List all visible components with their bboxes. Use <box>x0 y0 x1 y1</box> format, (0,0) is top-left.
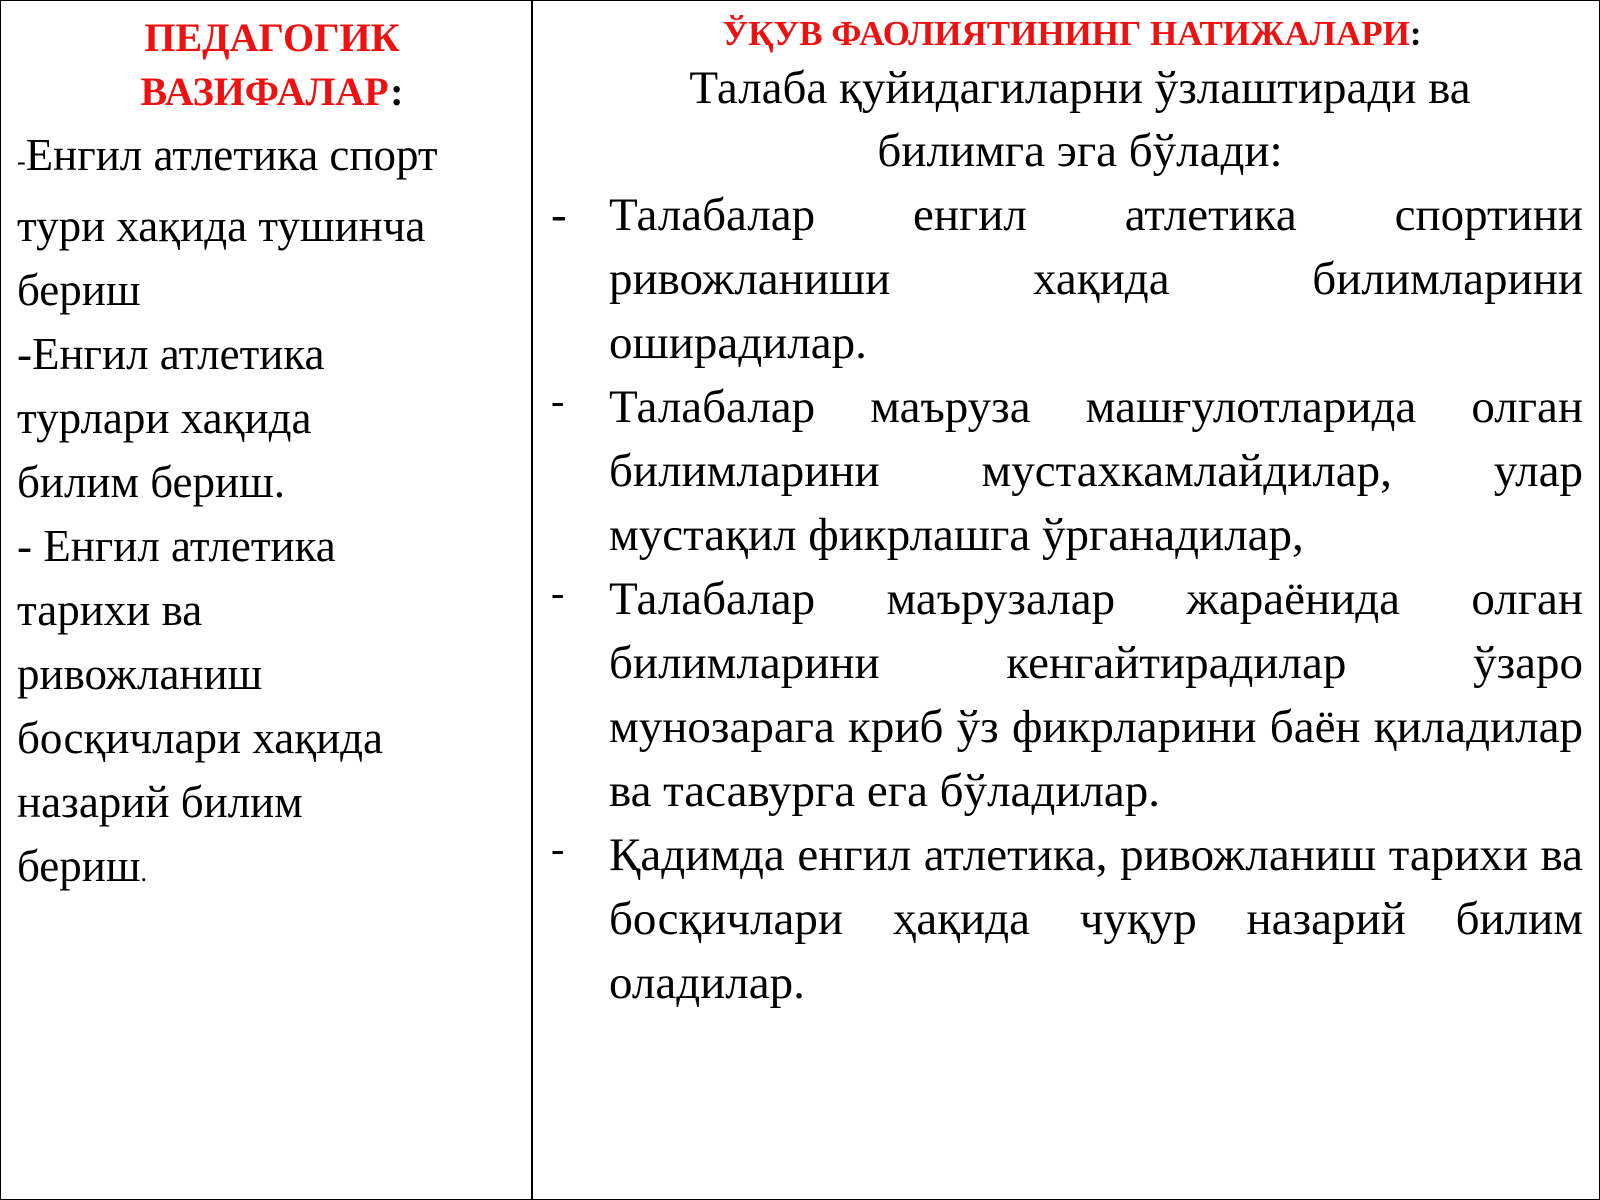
result-item <box>547 183 1583 375</box>
tasks-line-text: бериш <box>17 841 141 891</box>
tasks-column <box>1 1 533 1199</box>
results-header-colon: : <box>1409 14 1422 53</box>
results-intro <box>547 57 1583 183</box>
results-header <box>561 11 1583 57</box>
results-intro-line1: Талаба қуйидагиларни ўзлаштиради ва <box>689 62 1471 114</box>
tasks-line: назарий билим <box>17 777 303 827</box>
tasks-line-prefix: - <box>17 147 26 176</box>
tasks-line: билим бериш. <box>17 457 286 507</box>
tasks-line <box>17 834 517 905</box>
tasks-header-line2: ВАЗИФАЛАР <box>140 69 391 114</box>
tasks-line: бериш <box>17 265 141 315</box>
result-item-text: Қадимда енгил атлетика, ривожланиш тарихи ва босқичлари ҳақида чуқур назарий билим оладилар. <box>609 829 1583 1009</box>
result-item-dash: - <box>551 570 565 615</box>
result-item-text: Талабалар маъруза машғулотларида олган билимларини мустахкамлайдилар, улар мустақил фикрлашга ўрганадилар, <box>609 381 1583 561</box>
tasks-header <box>17 11 517 119</box>
results-intro-line2: билимга эга бўлади: <box>877 125 1283 177</box>
tasks-line: босқичлари хақида <box>17 713 384 763</box>
tasks-header-line1: ПЕДАГОГИК <box>144 15 400 60</box>
result-item <box>547 375 1583 567</box>
tasks-line-text: Енгил атлетика спорт <box>25 130 438 180</box>
results-column <box>533 1 1599 1199</box>
tasks-line: тури хақида тушинча <box>17 201 426 251</box>
tasks-line: ривожланиш <box>17 649 263 699</box>
result-item-text: Талабалар маърузалар жараёнида олган билимларини кенгайтирадилар ўзаро мунозарага криб ўз фикрларини баён қиладилар ва тасавурга ега бўладилар. <box>609 573 1583 817</box>
tasks-line: - Енгил атлетика <box>17 521 336 571</box>
result-item <box>547 823 1583 1015</box>
tasks-line-dot: . <box>140 858 148 887</box>
tasks-line <box>17 123 517 194</box>
tasks-line: тарихи ва <box>17 585 203 635</box>
result-item <box>547 567 1583 823</box>
result-item-dash: - <box>551 189 567 241</box>
result-item-dash: - <box>551 378 565 423</box>
tasks-line: -Енгил атлетика <box>17 329 325 379</box>
tasks-body <box>17 123 517 905</box>
tasks-header-colon: : <box>390 69 404 114</box>
result-item-text: Талабалар енгил атлетика спортини ривожланиши хақида билимларини оширадилар. <box>609 189 1583 369</box>
result-item-dash: - <box>551 826 565 871</box>
results-header-text: ЎҚУВ ФАОЛИЯТИНИНГ НАТИЖАЛАРИ <box>722 14 1410 53</box>
tasks-line: турлари хақида <box>17 393 312 443</box>
